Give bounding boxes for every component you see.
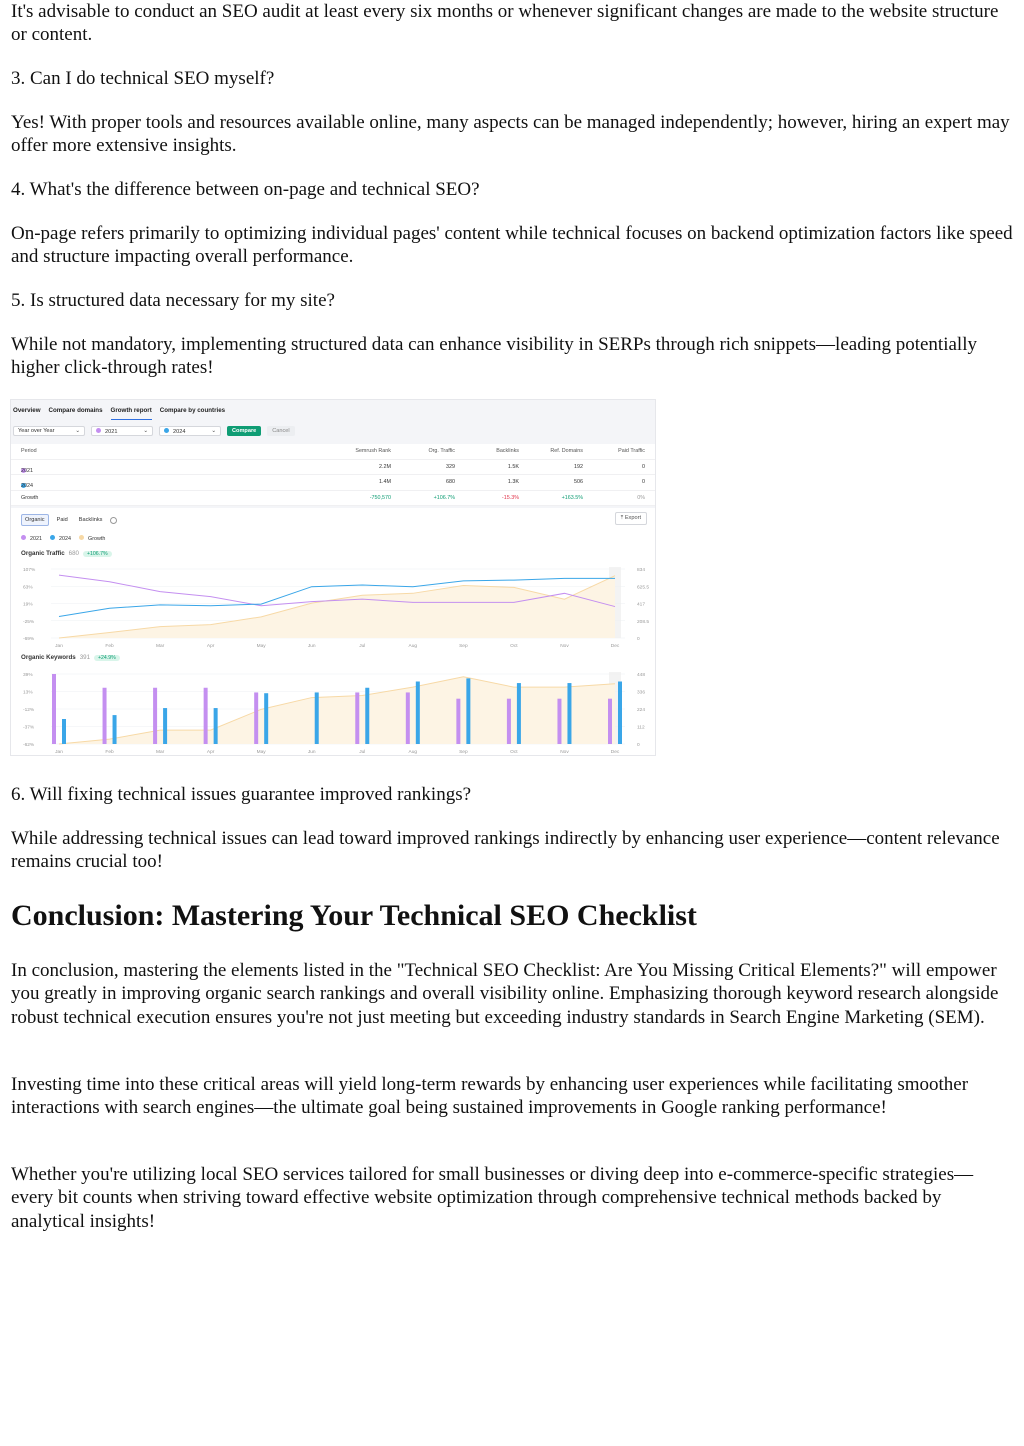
- cell: 192: [574, 463, 583, 470]
- organic-keywords-title: [21, 654, 120, 661]
- legend-label: 2024: [59, 536, 71, 542]
- year1-label: 2021: [105, 428, 118, 435]
- growth-badge: +24.9%: [94, 655, 120, 661]
- x-tick-label: Nov: [560, 750, 569, 754]
- table-header-row: [11, 444, 655, 460]
- chevron-down-icon: ⌄: [211, 428, 216, 434]
- right-tick-label: 625.5: [637, 585, 650, 591]
- col-header-paid-traffic: Paid Traffic: [618, 448, 645, 454]
- export-button[interactable]: [615, 512, 647, 525]
- row-period-label: Growth: [21, 494, 39, 501]
- x-tick-label: Mar: [155, 750, 165, 754]
- right-tick-label: 208.5: [637, 619, 650, 625]
- growth-badge: +106.7%: [83, 551, 112, 557]
- chart-legend: [21, 535, 105, 542]
- x-tick-label: Oct: [510, 644, 518, 648]
- bar-2021: [456, 699, 460, 744]
- right-tick-label: 417: [637, 602, 646, 608]
- row-period-label: 2024: [21, 483, 33, 489]
- tab-overview[interactable]: Overview: [13, 407, 41, 414]
- col-header-ref-domains: Ref. Domains: [550, 448, 583, 454]
- chevron-down-icon: ⌄: [75, 428, 80, 434]
- x-tick-label: May: [256, 644, 266, 648]
- x-tick-label: Jan: [55, 644, 63, 648]
- cell: 0: [642, 479, 645, 485]
- tab-growth-report[interactable]: Growth report: [111, 404, 152, 420]
- legend-dot-icon: [79, 535, 84, 540]
- right-tick-label: 336: [637, 690, 646, 696]
- bar-2024: [517, 683, 521, 744]
- conclusion-paragraph-1: In conclusion, mastering the elements listed in the "Technical SEO Checklist: Are You Missing Critical Elements?" will empower you greatly in improving organic search rankings and overall visibility online. Emphasizing thorough keyword research alongside robust technical execution ensures you're not just meeting but exceeding industry standards in Search Engine Marketing (SEM).: [11, 960, 999, 1028]
- x-tick-label: May: [256, 750, 266, 754]
- col-header-period: Period: [21, 448, 37, 454]
- tab-compare-domains[interactable]: Compare domains: [48, 407, 103, 414]
- table-row: [11, 475, 655, 491]
- faq-question-6: 6. Will fixing technical issues guarantee improved rankings?: [11, 784, 472, 805]
- x-tick-label: Sep: [459, 644, 468, 648]
- legend-dot-icon: [21, 535, 26, 540]
- faq-question-4: 4. What's the difference between on-page and technical SEO?: [11, 179, 480, 200]
- cell: -15.3%: [501, 494, 519, 501]
- cell: 1.3K: [507, 479, 519, 485]
- bar-2021: [355, 692, 359, 744]
- left-tick-label: 63%: [23, 585, 33, 591]
- bar-2024: [113, 715, 117, 744]
- bar-2021: [608, 699, 612, 744]
- left-tick-label: 13%: [23, 690, 33, 696]
- left-tick-label: -25%: [23, 619, 35, 625]
- tab-compare-by-countries[interactable]: Compare by countries: [159, 407, 226, 414]
- legend-dot-icon: [50, 535, 55, 540]
- organic-traffic-title: [21, 550, 112, 557]
- compare-button[interactable]: Compare: [227, 426, 261, 436]
- year2-dot-icon: [164, 428, 169, 433]
- faq-answer-4: On-page refers primarily to optimizing individual pages' content while technical focuses on backend optimization factors like speed and structure impacting overall performance.: [11, 223, 1013, 268]
- conclusion-paragraph-3: Whether you're utilizing local SEO services tailored for small businesses or diving deep into e-commerce-specific strategies—every bit counts when striving toward effective website optimization through comprehensive technical methods backed by analytical insights!: [11, 1164, 974, 1232]
- table-row: [11, 460, 655, 476]
- chart-title: Organic Keywords: [21, 654, 76, 661]
- right-tick-label: 0: [637, 637, 640, 642]
- left-tick-label: 107%: [23, 568, 36, 573]
- x-tick-label: Sep: [459, 750, 468, 754]
- paragraph-audit-frequency: It's advisable to conduct an SEO audit at least every six months or whenever significant changes are made to the website structure or content.: [11, 1, 999, 46]
- col-header-org-traffic: Org. Traffic: [428, 448, 455, 454]
- left-tick-label: -37%: [23, 725, 35, 731]
- right-tick-label: 834: [637, 568, 646, 573]
- charts-panel: [11, 508, 655, 755]
- comparison-table: [11, 444, 655, 506]
- subtab-backlinks[interactable]: Backlinks: [78, 517, 103, 523]
- bar-2024: [264, 693, 268, 744]
- year2-select[interactable]: [159, 426, 221, 436]
- cell: +106.7%: [433, 494, 455, 501]
- organic-keywords-chart: [11, 668, 655, 754]
- cell: +163.5%: [561, 494, 583, 501]
- row-period-label: 2021: [21, 467, 33, 474]
- x-tick-label: Jan: [55, 750, 63, 754]
- right-tick-label: 448: [637, 673, 646, 678]
- legend-item-2024[interactable]: [50, 535, 71, 542]
- bar-2021: [406, 692, 410, 744]
- bar-2024: [567, 683, 571, 744]
- bar-2021: [204, 688, 208, 744]
- legend-label: Growth: [88, 536, 106, 542]
- bar-2021: [52, 674, 56, 744]
- x-tick-label: Nov: [560, 644, 569, 648]
- cell: 1.4M: [379, 479, 391, 485]
- cell: -750,570: [369, 494, 391, 501]
- chevron-down-icon: ⌄: [143, 428, 148, 434]
- period-select[interactable]: [13, 426, 85, 436]
- left-tick-label: -12%: [23, 708, 35, 713]
- cell: 2.2M: [379, 463, 391, 470]
- x-tick-label: Jul: [359, 750, 366, 754]
- bar-2021: [103, 688, 107, 744]
- table-row-growth: [11, 491, 655, 507]
- subtab-organic[interactable]: Organic: [21, 514, 49, 526]
- year2-select-value: [164, 428, 185, 435]
- bar-2024: [618, 682, 622, 745]
- year1-dot-icon: [96, 428, 101, 433]
- x-tick-label: Apr: [206, 644, 215, 648]
- cell: 1.5K: [507, 463, 519, 470]
- legend-item-growth[interactable]: [79, 535, 105, 542]
- left-tick-label: -69%: [23, 637, 35, 642]
- bar-2021: [153, 688, 157, 744]
- x-tick-label: Jun: [307, 750, 316, 754]
- report-tabs: [11, 404, 225, 420]
- subtab-paid[interactable]: Paid: [56, 517, 68, 523]
- faq-answer-5: While not mandatory, implementing structured data can enhance visibility in SERPs through rich snippets—leading potentially higher click-through rates!: [11, 334, 977, 379]
- year2-label: 2024: [173, 428, 186, 435]
- cell: 0%: [637, 494, 645, 501]
- cancel-button[interactable]: Cancel: [267, 426, 294, 436]
- bar-2024: [466, 678, 470, 744]
- right-tick-label: 0: [637, 743, 640, 748]
- growth-report-screenshot: [10, 399, 656, 756]
- x-tick-label: Oct: [510, 750, 518, 754]
- left-tick-label: -62%: [23, 743, 35, 748]
- bar-2021: [507, 699, 511, 744]
- year1-select[interactable]: [91, 426, 153, 436]
- export-label: Export: [624, 515, 641, 521]
- upload-icon: ⤒: [620, 515, 625, 521]
- col-header-backlinks: Backlinks: [496, 448, 519, 454]
- x-tick-label: Jul: [359, 644, 366, 648]
- x-tick-label: Feb: [105, 644, 114, 648]
- left-tick-label: 19%: [23, 602, 33, 608]
- lock-icon: [110, 517, 117, 524]
- x-tick-label: Apr: [206, 750, 215, 754]
- period-select-label: Year over Year: [18, 428, 55, 434]
- faq-answer-3: Yes! With proper tools and resources available online, many aspects can be managed independently; however, hiring an expert may offer more extensive insights.: [11, 112, 1010, 157]
- conclusion-paragraph-2: Investing time into these critical areas will yield long-term rewards by enhancing user experiences while facilitating smoother interactions with search engines—the ultimate goal being sustained improvements in Google ranking performance!: [11, 1074, 969, 1119]
- x-tick-label: Mar: [155, 644, 165, 648]
- chart-title-value: 680: [68, 550, 79, 557]
- x-tick-label: Dec: [610, 750, 620, 754]
- cell: 329: [446, 463, 455, 470]
- cell: 680: [446, 479, 455, 485]
- right-tick-label: 112: [637, 725, 645, 731]
- cell: 0: [642, 463, 645, 470]
- legend-item-2021[interactable]: [21, 535, 42, 542]
- bar-2024: [62, 719, 66, 744]
- chart-subtabs: [21, 514, 117, 526]
- x-tick-label: Jun: [307, 644, 316, 648]
- faq-question-3: 3. Can I do technical SEO myself?: [11, 68, 275, 89]
- bar-2021: [254, 692, 258, 744]
- year1-select-value: [96, 428, 117, 435]
- cell: 506: [574, 479, 583, 485]
- bar-2024: [214, 708, 218, 744]
- right-tick-label: 224: [637, 708, 646, 713]
- bar-2024: [163, 708, 167, 744]
- x-tick-label: Feb: [105, 750, 114, 754]
- bar-2024: [365, 688, 369, 744]
- bar-2024: [315, 692, 319, 744]
- organic-traffic-chart: [11, 563, 655, 648]
- col-header-semrush-rank: Semrush Rank: [355, 448, 391, 454]
- faq-question-5: 5. Is structured data necessary for my site?: [11, 290, 335, 311]
- bar-2024: [416, 682, 420, 745]
- x-tick-label: Dec: [610, 644, 620, 648]
- chart-title-value: 391: [79, 654, 91, 661]
- x-tick-label: Aug: [408, 644, 418, 648]
- x-tick-label: Aug: [408, 750, 418, 754]
- chart-title: Organic Traffic: [21, 550, 65, 557]
- left-tick-label: 39%: [23, 673, 33, 678]
- bar-2021: [557, 699, 561, 744]
- legend-label: 2021: [30, 536, 42, 542]
- conclusion-heading: Conclusion: Mastering Your Technical SEO Checklist: [11, 899, 697, 932]
- compare-controls: [11, 426, 295, 436]
- faq-answer-6: While addressing technical issues can lead toward improved rankings indirectly by enhancing user experience—content relevance remains crucial too!: [11, 828, 1000, 873]
